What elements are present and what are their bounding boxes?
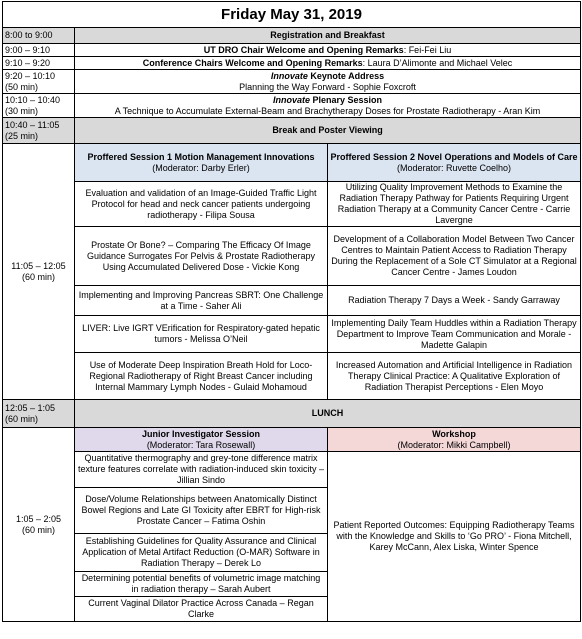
table-row [3,353,581,400]
time-label: 9:20 – 10:10 [5,70,56,81]
time-label: 12:05 – 1:05 [5,402,56,413]
time-cell [3,118,75,144]
time-label: 1:05 – 2:05 [15,513,62,524]
page-title: Friday May 31, 2019 [3,2,581,28]
session2-moderator: (Moderator: Ruvette Coelho) [396,162,512,173]
duration-label: (60 min) [21,271,55,282]
table-row [3,452,581,488]
break-row [3,118,581,144]
keynote-row [3,70,581,94]
plenary-innovate: Innovate [272,94,310,105]
break-label: Break and Poster Viewing [75,118,581,144]
welcome1-speaker: : Fei-Fei Liu [403,44,452,55]
junior-session-header [75,428,328,452]
time-cell [3,400,75,428]
session2-header [328,144,581,182]
workshop-moderator: (Moderator: Mikki Campbell) [397,439,511,450]
lunch-label: LUNCH [75,400,581,428]
plenary-text [75,94,581,118]
table-row [3,182,581,227]
duration-label: (30 min) [5,105,39,116]
registration-label: Registration and Breakfast [75,28,581,44]
welcome2-speaker: : Laura D’Alimonte and Michael Velec [362,57,513,68]
workshop-title: Workshop [432,428,476,439]
session2-talk: Development of a Collaboration Model Between Two Cancer Centres to Maintain Patient Access to Radiation Therapy During the Replacement of a Sole CT Simulator at a Regional Cancer Centre - James Loudon [328,227,581,286]
table-row [3,227,581,286]
welcome1-heading: UT DRO Chair Welcome and Opening Remarks [203,44,404,55]
plenary-heading: Plenary Session [309,94,383,105]
welcome1-row [3,44,581,57]
duration-label: (25 min) [5,130,39,141]
time-cell [3,70,75,94]
duration-label: (60 min) [21,524,55,535]
plenary-row [3,94,581,118]
duration-label: (50 min) [5,81,39,92]
session2-talk: Increased Automation and Artificial Intelligence in Radiation Therapy Clinical Practice: A Qualitative Exploration of Radiation Therapist Perceptions - Elen Moyo [328,353,581,400]
keynote-heading: Keynote Address [307,70,385,81]
schedule-table [2,1,581,622]
keynote-talk: Planning the Way Forward - Sophie Foxcroft [239,81,416,92]
registration-row [3,28,581,44]
plenary-talk: A Technique to Accumulate External-Beam and Brachytherapy Doses for Prostate Radiotherapy - Aran Kim [114,105,541,116]
welcome2-heading: Conference Chairs Welcome and Opening Remarks [142,57,363,68]
session1-title: Proffered Session 1 Motion Management Innovations [87,151,315,162]
keynote-text [75,70,581,94]
session1-talk: Prostate Or Bone? – Comparing The Efficacy Of Image Guidance Surrogates For Pelvis & Prostate Radiotherapy Using Accumulated Delivered Dose - Vickie Kong [75,227,328,286]
session2-talk: Radiation Therapy 7 Days a Week - Sandy Garraway [328,286,581,316]
proffered-header-row [3,144,581,182]
junior-talk: Establishing Guidelines for Quality Assurance and Clinical Application of Metal Artifact Reduction (O-MAR) Software in Radiation Therapy – Derek Lo [75,534,328,572]
time-label: 11:05 – 12:05 [11,260,66,271]
lunch-row [3,400,581,428]
afternoon-header-row [3,428,581,452]
time-cell [3,144,75,400]
session1-talk: Use of Moderate Deep Inspiration Breath Hold for Loco-Regional Radiotherapy of Right Breast Cancer including Internal Mammary Lymph Nodes - Gulaid Mohamoud [75,353,328,400]
workshop-talk: Patient Reported Outcomes: Equipping Radiotherapy Teams with the Knowledge and Skills to ‘Go PRO’ - Fiona Mitchell, Karey McCann, Alex Liska, Winter Spence [328,452,581,622]
junior-title: Junior Investigator Session [141,428,261,439]
welcome2-row [3,57,581,70]
workshop-header [328,428,581,452]
table-row [3,286,581,316]
time-cell: 9:10 – 9:20 [3,57,75,70]
session1-moderator: (Moderator: Darby Erler) [152,162,250,173]
session1-header [75,144,328,182]
time-cell [3,428,75,622]
session2-title: Proffered Session 2 Novel Operations and Models of Care [330,151,578,162]
time-cell: 8:00 to 9:00 [3,28,75,44]
keynote-innovate: Innovate [270,70,308,81]
duration-label: (60 min) [5,413,39,424]
time-cell: 9:00 – 9:10 [3,44,75,57]
welcome1-text [75,44,581,57]
junior-talk: Current Vaginal Dilator Practice Across Canada – Regan Clarke [75,597,328,622]
session1-talk: Implementing and Improving Pancreas SBRT: One Challenge at a Time - Saher Ali [75,286,328,316]
table-row [3,316,581,353]
session1-talk: Evaluation and validation of an Image-Guided Traffic Light Protocol for head and neck cancer patients undergoing radiotherapy - Filipa Sousa [75,182,328,227]
junior-talk: Determining potential benefits of volumetric image matching in radiation therapy – Sarah Aubert [75,572,328,597]
session2-talk: Utilizing Quality Improvement Methods to Examine the Radiation Therapy Pathway for Patients Requiring Urgent Radiation Therapy at a Community Cancer Centre - Carrie Lavergne [328,182,581,227]
junior-talk: Quantitative thermography and grey-tone difference matrix texture features correlate with radiation-induced skin toxicity – Jillian Sindo [75,452,328,488]
junior-moderator: (Moderator: Tara Rosewall) [146,439,256,450]
time-label: 10:40 – 11:05 [5,119,60,130]
time-cell [3,94,75,118]
session1-talk: LIVER: Live IGRT VErification for Respiratory-gated hepatic tumors - Melissa O’Neil [75,316,328,353]
welcome2-text [75,57,581,70]
junior-talk: Dose/Volume Relationships between Anatomically Distinct Bowel Regions and Late GI Toxicity after EBRT for High-risk Prostate Cancer – Fatima Oshin [75,488,328,534]
time-label: 10:10 – 10:40 [5,94,61,105]
session2-talk: Implementing Daily Team Huddles within a Radiation Therapy Department to Improve Team Communication and Morale - Madette Galapin [328,316,581,353]
